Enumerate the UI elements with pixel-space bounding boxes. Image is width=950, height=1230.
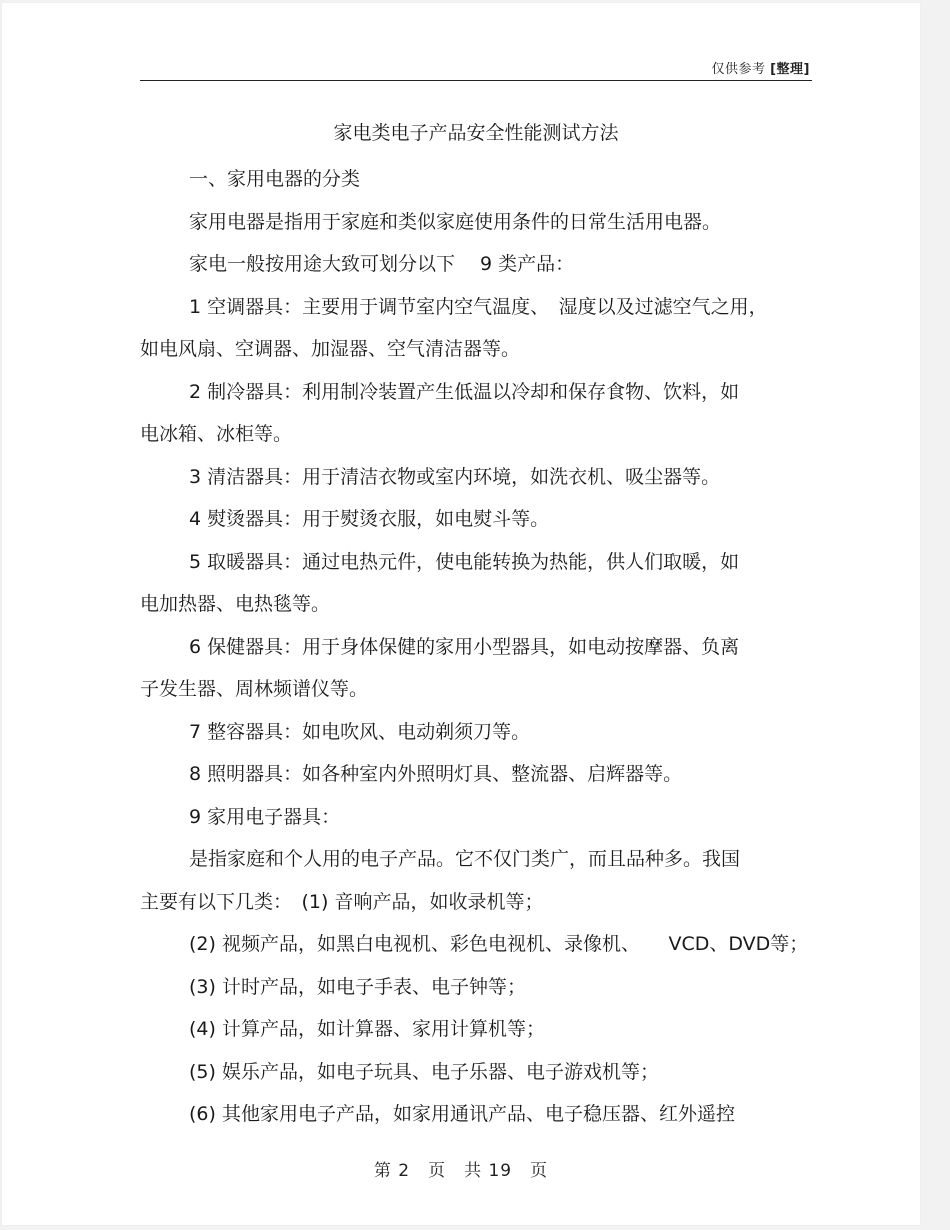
page-footer: 第 2 页 共 19 页 (373, 1161, 549, 1181)
paragraph-line: 主要有以下几类： (1) 音响产品，如收录机等； (140, 890, 544, 913)
document-page (2, 3, 920, 1225)
paragraph-line: 1 空调器具：主要用于调节室内空气温度、 湿度以及过滤空气之用， (189, 295, 768, 318)
paragraph-line: 电加热器、电热毯等。 (140, 593, 331, 615)
paragraph-line: 家用电器是指用于家庭和类似家庭使用条件的日常生活用电器。 (189, 210, 722, 233)
paragraph-line: 6 保健器具：用于身体保健的家用小型器具，如电动按摩器、负离 (189, 635, 740, 658)
header-text: 仅供参考 (711, 62, 766, 77)
paragraph-line: 2 制冷器具：利用制冷装置产生低温以冷却和保存食物、饮料，如 (189, 380, 740, 403)
page-header (711, 58, 810, 77)
paragraph-line: (4) 计算产品，如计算器、家用计算机等； (189, 1018, 545, 1040)
paragraph-line: (2) 视频产品，如黑白电视机、彩色电视机、录像机、 VCD、DVD等； (189, 933, 809, 955)
document-title: 家电类电子产品安全性能测试方法 (333, 122, 619, 144)
paragraph-line: 9 家用电子器具： (189, 805, 341, 828)
paragraph-line: 4 熨烫器具：用于熨烫衣服，如电熨斗等。 (189, 508, 550, 530)
header-divider (140, 80, 812, 81)
paragraph-line: 3 清洁器具：用于清洁衣物或室内环境，如洗衣机、吸尘器等。 (189, 465, 721, 488)
header-tag: [整理] (770, 62, 810, 77)
paragraph-line: 是指家庭和个人用的电子产品。它不仅门类广，而且品种多。我国 (189, 848, 741, 870)
paragraph-line: 8 照明器具：如各种室内外照明灯具、整流器、启辉器等。 (189, 763, 683, 785)
paragraph-line: 子发生器、周林频谱仪等。 (140, 678, 369, 700)
paragraph-line: (6) 其他家用电子产品，如家用通讯产品、电子稳压器、红外遥控 (189, 1103, 735, 1125)
paragraph-line: (3) 计时产品，如电子手表、电子钟等； (189, 975, 526, 998)
document-body (140, 116, 812, 1136)
paragraph-line: 7 整容器具：如电吹风、电动剃须刀等。 (189, 720, 531, 743)
section-heading: 一、家用电器的分类 (189, 168, 361, 190)
paragraph-line: (5) 娱乐产品，如电子玩具、电子乐器、电子游戏机等； (189, 1060, 659, 1083)
paragraph-line: 5 取暖器具：通过电热元件，使电能转换为热能，供人们取暖，如 (189, 550, 740, 573)
paragraph-line: 电冰箱、冰柜等。 (140, 423, 293, 445)
paragraph-line: 家电一般按用途大致可划分以下 9 类产品： (189, 253, 575, 275)
paragraph-line: 如电风扇、空调器、加湿器、空气清洁器等。 (140, 338, 521, 360)
